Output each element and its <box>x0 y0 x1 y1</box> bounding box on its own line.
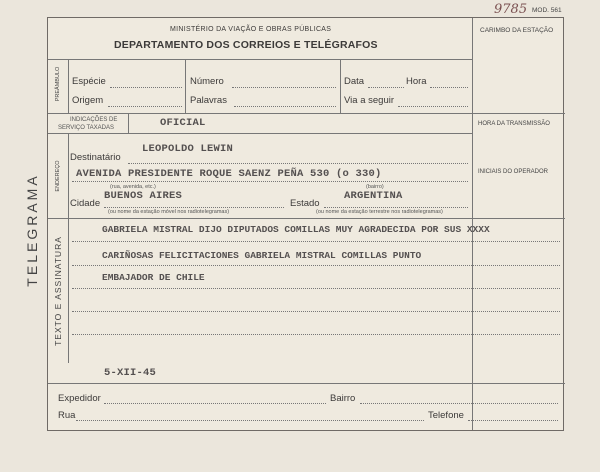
estado-hint: (ou nome da estação terrestre nos radiotelegramas) <box>316 209 443 215</box>
department-heading: DEPARTAMENTO DOS CORREIOS E TELÉGRAFOS <box>114 39 378 51</box>
address-value: AVENIDA PRESIDENTE ROQUE SAENZ PEÑA 530 (o 330) <box>76 168 382 180</box>
iniciais-operador-label: INICIAIS DO OPERADOR <box>478 169 549 175</box>
numero-label: Número <box>190 76 224 87</box>
cidade-value: BUENOS AIRES <box>104 190 183 202</box>
telefone-label: Telefone <box>428 410 464 421</box>
telegram-title: TELEGRAMA <box>24 173 40 287</box>
message-line-2: CARIÑOSAS FELICITACIONES GABRIELA MISTRAL COMILLAS PUNTO <box>102 250 422 261</box>
expedidor-label: Expedidor <box>58 393 101 404</box>
form-model-number: MOD. 561 <box>532 7 562 14</box>
indicacoes-label-2: SERVIÇO TAXADAS <box>58 125 115 131</box>
hora-transmissao-label: HORA DA TRANSMISSÃO <box>478 121 550 127</box>
rua-hint: (rua, avenida, etc.) <box>110 184 156 190</box>
station-stamp-label: CARIMBO DA ESTAÇÃO <box>480 27 554 34</box>
cidade-label: Cidade <box>70 198 101 209</box>
via-label: Via a seguir <box>344 95 394 106</box>
destinatario-value: LEOPOLDO LEWIN <box>142 143 234 155</box>
bairro-hint: (bairro) <box>366 184 384 190</box>
destinatario-label: Destinatário <box>70 152 121 163</box>
palavras-label: Palavras <box>190 95 227 106</box>
message-date: 5-XII-45 <box>104 367 157 379</box>
archive-number: 9785 <box>494 2 528 17</box>
data-label: Data <box>344 76 365 87</box>
cidade-hint: (ou nome da estação móvel nos radiotelegramas) <box>108 209 230 215</box>
message-line-1: GABRIELA MISTRAL DIJO DIPUTADOS COMILLAS MUY AGRADECIDA POR SUS XXXX <box>102 224 490 235</box>
rua-label: Rua <box>58 410 76 421</box>
indicacoes-value: OFICIAL <box>160 117 206 129</box>
preambulo-section-label: PREÂMBULO <box>55 66 61 102</box>
estado-value: ARGENTINA <box>344 190 403 202</box>
bairro-label: Bairro <box>330 393 356 404</box>
origem-label: Origem <box>72 95 104 106</box>
endereco-section-label: ENDEREÇO <box>55 160 61 192</box>
estado-label: Estado <box>290 198 320 209</box>
ministry-heading: MINISTÉRIO DA VIAÇÃO E OBRAS PÚBLICAS <box>170 26 332 33</box>
telegram-form <box>47 17 564 431</box>
indicacoes-label-1: INDICAÇÕES DE <box>70 117 118 123</box>
especie-label: Espécie <box>72 76 106 87</box>
message-line-3: EMBAJADOR DE CHILE <box>102 272 205 283</box>
hora-label: Hora <box>406 76 427 87</box>
texto-section-label: TEXTO E ASSINATURA <box>53 236 63 346</box>
